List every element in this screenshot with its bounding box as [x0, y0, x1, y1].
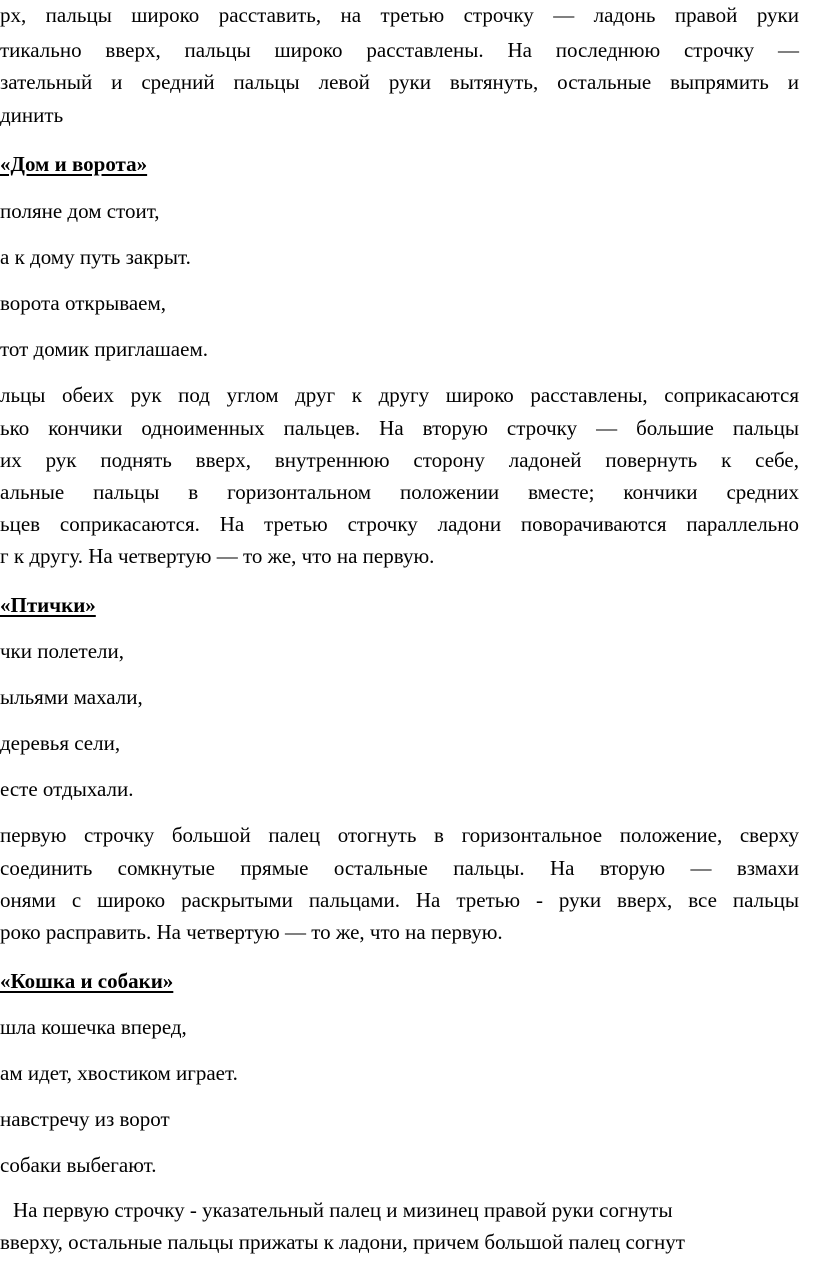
paragraph-line: соединить сомкнутые прямые остальные пальцы. На вторую — взмахи	[0, 856, 799, 880]
verse-line: ам идет, хвостиком играет.	[0, 1061, 238, 1085]
paragraph-line: ько кончики одноименных пальцев. На вторую строчку — большие пальцы	[0, 416, 799, 440]
section-heading-house-and-gate: «Дом и ворота»	[0, 152, 148, 176]
paragraph-line: онями с широко раскрытыми пальцами. На третью - руки вверх, все пальцы	[0, 888, 799, 912]
verse-line: ыльями махали,	[0, 685, 143, 709]
paragraph-line: льцы обеих рук под углом друг к другу широко расставлены, соприкасаются	[0, 383, 799, 407]
verse-line: тот домик приглашаем.	[0, 337, 208, 361]
verse-line: навстречу из ворот	[0, 1107, 170, 1131]
paragraph-line: г к другу. На четвертую — то же, что на первую.	[0, 544, 435, 568]
section-heading-birds: «Птички»	[0, 593, 96, 617]
verse-line: шла кошечка вперед,	[0, 1015, 187, 1039]
paragraph-line: тикально вверх, пальцы широко расставлены. На последнюю строчку —	[0, 38, 799, 62]
paragraph-line: роко расправить. На четвертую — то же, что на первую.	[0, 920, 503, 944]
paragraph-line: альные пальцы в горизонтальном положении вместе; кончики средних	[0, 480, 799, 504]
verse-line: а к дому путь закрыт.	[0, 245, 191, 269]
paragraph-line: их рук поднять вверх, внутреннюю сторону ладоней повернуть к себе,	[0, 448, 799, 472]
verse-line: ворота открываем,	[0, 291, 167, 315]
paragraph-line: динить	[0, 103, 64, 127]
verse-line: деревья сели,	[0, 731, 121, 755]
paragraph-line: зательный и средний пальцы левой руки вытянуть, остальные выпрямить и	[0, 70, 799, 94]
paragraph-line: На первую строчку - указательный палец и мизинец правой руки согнуты	[13, 1198, 673, 1222]
section-heading-cat-and-dogs: «Кошка и собаки»	[0, 969, 174, 993]
paragraph-line: вверху, остальные пальцы прижаты к ладони, причем большой палец согнут	[0, 1230, 685, 1254]
verse-line: поляне дом стоит,	[0, 199, 160, 223]
paragraph-line: ьцев соприкасаются. На третью строчку ладони поворачиваются параллельно	[0, 512, 799, 536]
paragraph-line: первую строчку большой палец отогнуть в горизонтальное положение, сверху	[0, 823, 799, 847]
verse-line: собаки выбегают.	[0, 1153, 157, 1177]
verse-line: чки полетели,	[0, 639, 124, 663]
verse-line: есте отдыхали.	[0, 777, 134, 801]
paragraph-line: рх, пальцы широко расставить, на третью строчку — ладонь правой руки	[0, 3, 799, 27]
